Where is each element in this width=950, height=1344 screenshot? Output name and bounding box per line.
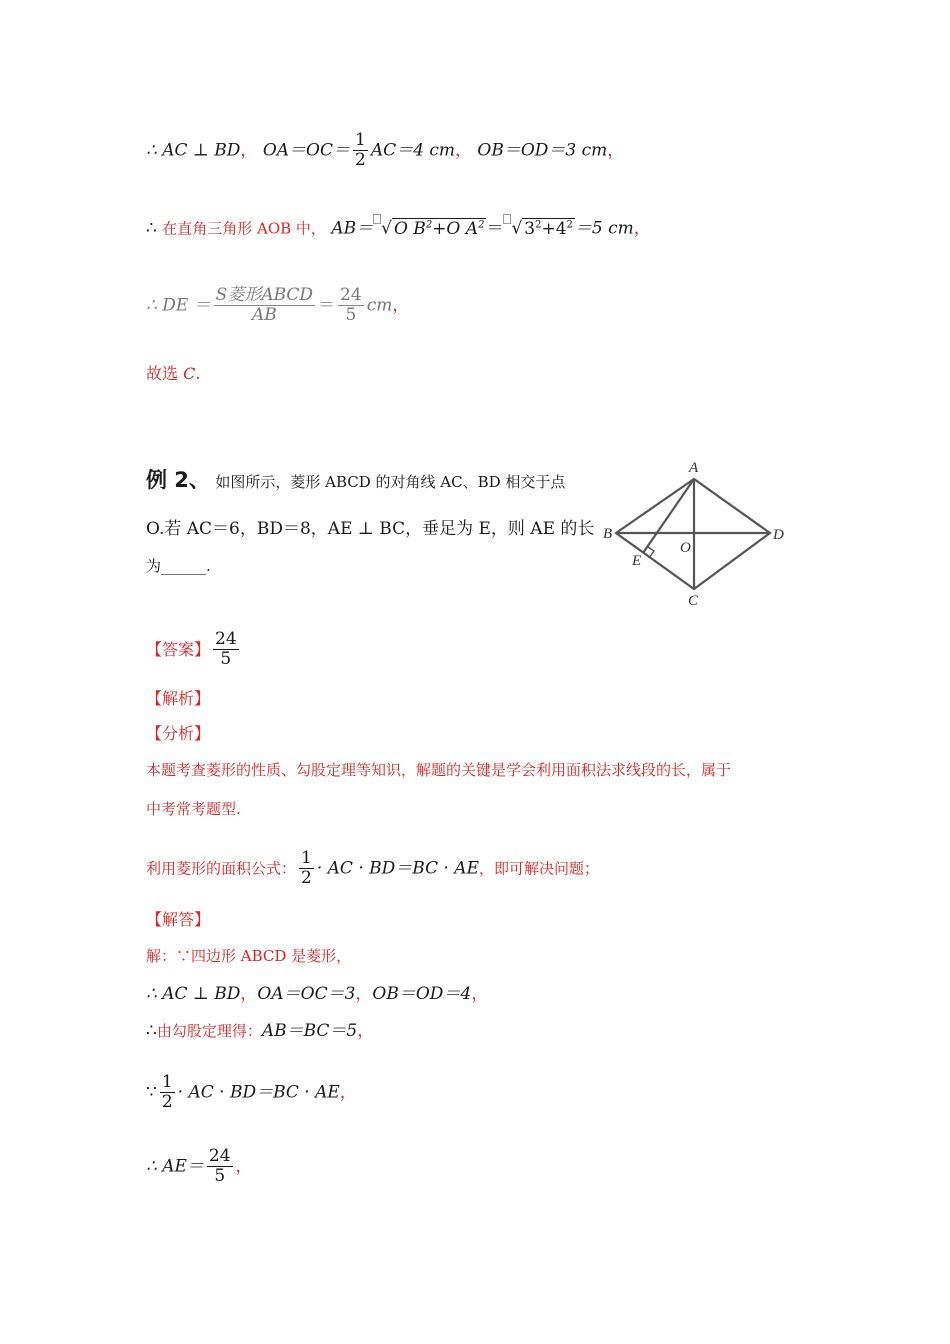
- solution-step-4: [146, 1074, 357, 1112]
- formula-prefix: 利用菱形的面积公式：: [146, 859, 297, 878]
- step3-expr: AB＝BC＝5: [261, 1021, 358, 1041]
- sqrt-expr-1: √ O $B^2+O$ $A^2$: [381, 218, 485, 239]
- example-label: 例 2、: [146, 468, 210, 492]
- prev-l1-c: OA＝OC＝: [262, 140, 350, 161]
- frac-den: 5: [213, 649, 239, 670]
- frac-den: 2: [161, 1091, 173, 1112]
- fraction-half: [160, 1074, 175, 1112]
- comma: ，: [339, 1082, 357, 1103]
- solution-step-3: [146, 1023, 374, 1040]
- sup: 2: [425, 219, 433, 230]
- jieda-label: 【解答】: [146, 910, 211, 929]
- frac-num: 1: [355, 130, 366, 150]
- jiexi-label: 【解析】: [146, 689, 211, 708]
- step2-a: ∴ AC ⊥ BD: [146, 984, 241, 1004]
- step4-expr: · AC · BD＝BC · AE: [177, 1082, 340, 1103]
- formula-tail: ，即可解决问题；: [478, 859, 599, 878]
- fraction-half: [353, 132, 368, 170]
- example-line-1: [146, 470, 565, 491]
- answer-label: 【答案】: [146, 640, 211, 660]
- rhombus-figure: [596, 455, 792, 610]
- comma: ，: [392, 295, 410, 316]
- choice-text: 故选: [146, 364, 184, 383]
- frac-num: 24: [215, 629, 237, 649]
- fenxi-formula: [146, 850, 599, 888]
- sup: 2: [535, 219, 542, 230]
- sup: 2: [478, 219, 485, 230]
- comma: ，: [235, 1156, 253, 1177]
- placeholder-box-icon: [373, 214, 381, 224]
- prev-line-1: [146, 132, 624, 170]
- fraction-24-5: [207, 1148, 233, 1186]
- question-text-3: 为______.: [146, 557, 211, 575]
- label-o: O: [680, 540, 691, 556]
- choice-answer: C: [183, 364, 196, 383]
- prev-l3-pre: ∴ DE ＝: [146, 295, 211, 316]
- frac-num: 1: [161, 1072, 173, 1092]
- comma: ，: [355, 984, 373, 1004]
- comma: ，: [633, 218, 651, 239]
- sqrt-expr-2: √ $3^2+4^2$: [511, 218, 573, 239]
- rad-4: +4: [541, 218, 567, 239]
- fenxi-label: 【分析】: [146, 724, 211, 743]
- question-text-1: 如图所示，菱形 ABCD 的对角线 AC、BD 相交于点: [215, 473, 566, 491]
- prev-line-4: [146, 366, 200, 382]
- label-c: C: [688, 593, 699, 609]
- frac-den: 2: [355, 149, 366, 170]
- sup: 2: [566, 219, 573, 230]
- step2-e: OB＝OD＝4: [372, 984, 472, 1004]
- frac-den: 5: [207, 1166, 233, 1187]
- prev-l1-d: AC＝4 cm: [370, 140, 455, 161]
- rad-3: 3: [524, 218, 536, 239]
- eq: ＝: [486, 218, 504, 239]
- prev-l2-result: ＝5 cm: [574, 218, 634, 239]
- solution-step-2: [146, 986, 488, 1003]
- fraction-24-5: [338, 287, 364, 325]
- prev-l1-comma3: ，: [607, 140, 625, 161]
- comma: ，: [357, 1021, 375, 1041]
- comma: ，: [471, 984, 489, 1004]
- prev-line-2: [146, 220, 651, 238]
- label-d: D: [773, 527, 784, 543]
- frac-den: 2: [301, 867, 312, 888]
- example-line-3: [146, 559, 211, 574]
- placeholder-box-icon: [503, 214, 511, 224]
- label-e: E: [632, 553, 642, 569]
- solution-step-1: 解：∵四边形 ABCD 是菱形，: [146, 947, 352, 965]
- fenxi-para-2: 中考常考题型.: [146, 800, 241, 818]
- comma: ，: [240, 984, 258, 1004]
- label-b: B: [603, 526, 613, 542]
- frac-num: 1: [301, 848, 312, 868]
- prev-l1-a: ∴ AC ⊥ BD: [146, 140, 241, 161]
- frac-num: 24: [340, 285, 362, 305]
- therefore: ∴: [146, 1021, 157, 1041]
- prev-l1-comma2: ，: [454, 140, 472, 161]
- because: ∵: [146, 1082, 157, 1103]
- frac-num: 24: [208, 1146, 231, 1166]
- unit: cm: [366, 295, 393, 316]
- rad-oa: +O A: [432, 218, 479, 239]
- prev-line-3: [146, 287, 409, 325]
- prev-l1-comma: ，: [240, 140, 258, 161]
- fenxi-para-1: 本题考查菱形的性质、勾股定理等知识，解题的关键是学会利用面积法求线段的长，属于: [146, 761, 732, 779]
- step3-red: 由勾股定理得：: [156, 1022, 262, 1040]
- formula-expr: · AC · BD＝BC · AE: [316, 858, 479, 879]
- prev-l2-red: 在直角三角形 AOB 中，: [162, 219, 326, 238]
- prev-l1-f: OB＝OD＝3 cm: [477, 140, 608, 161]
- fraction-area: [214, 287, 315, 325]
- step5-pre: ∴ AE＝: [146, 1156, 204, 1177]
- answer-fraction: [213, 631, 239, 669]
- question-text-2: O.若 AC＝6，BD＝8，AE ⊥ BC，垂足为 E，则 AE 的长: [146, 519, 595, 539]
- solution-step-5: [146, 1148, 253, 1186]
- example-line-2: [146, 521, 594, 538]
- answer-line: [146, 631, 242, 669]
- fraction-half: [299, 850, 314, 888]
- frac-den: 5: [338, 305, 364, 326]
- frac-num: S菱形ABCD: [215, 285, 314, 305]
- dot: .: [195, 364, 201, 383]
- label-a: A: [689, 460, 699, 476]
- prev-l2-ab: AB＝: [331, 218, 374, 239]
- rad-ob: O B: [393, 218, 426, 239]
- therefore: ∴: [146, 218, 163, 239]
- step2-c: OA＝OC＝3: [257, 984, 356, 1004]
- eq: ＝: [318, 295, 336, 316]
- frac-den: AB: [214, 305, 315, 326]
